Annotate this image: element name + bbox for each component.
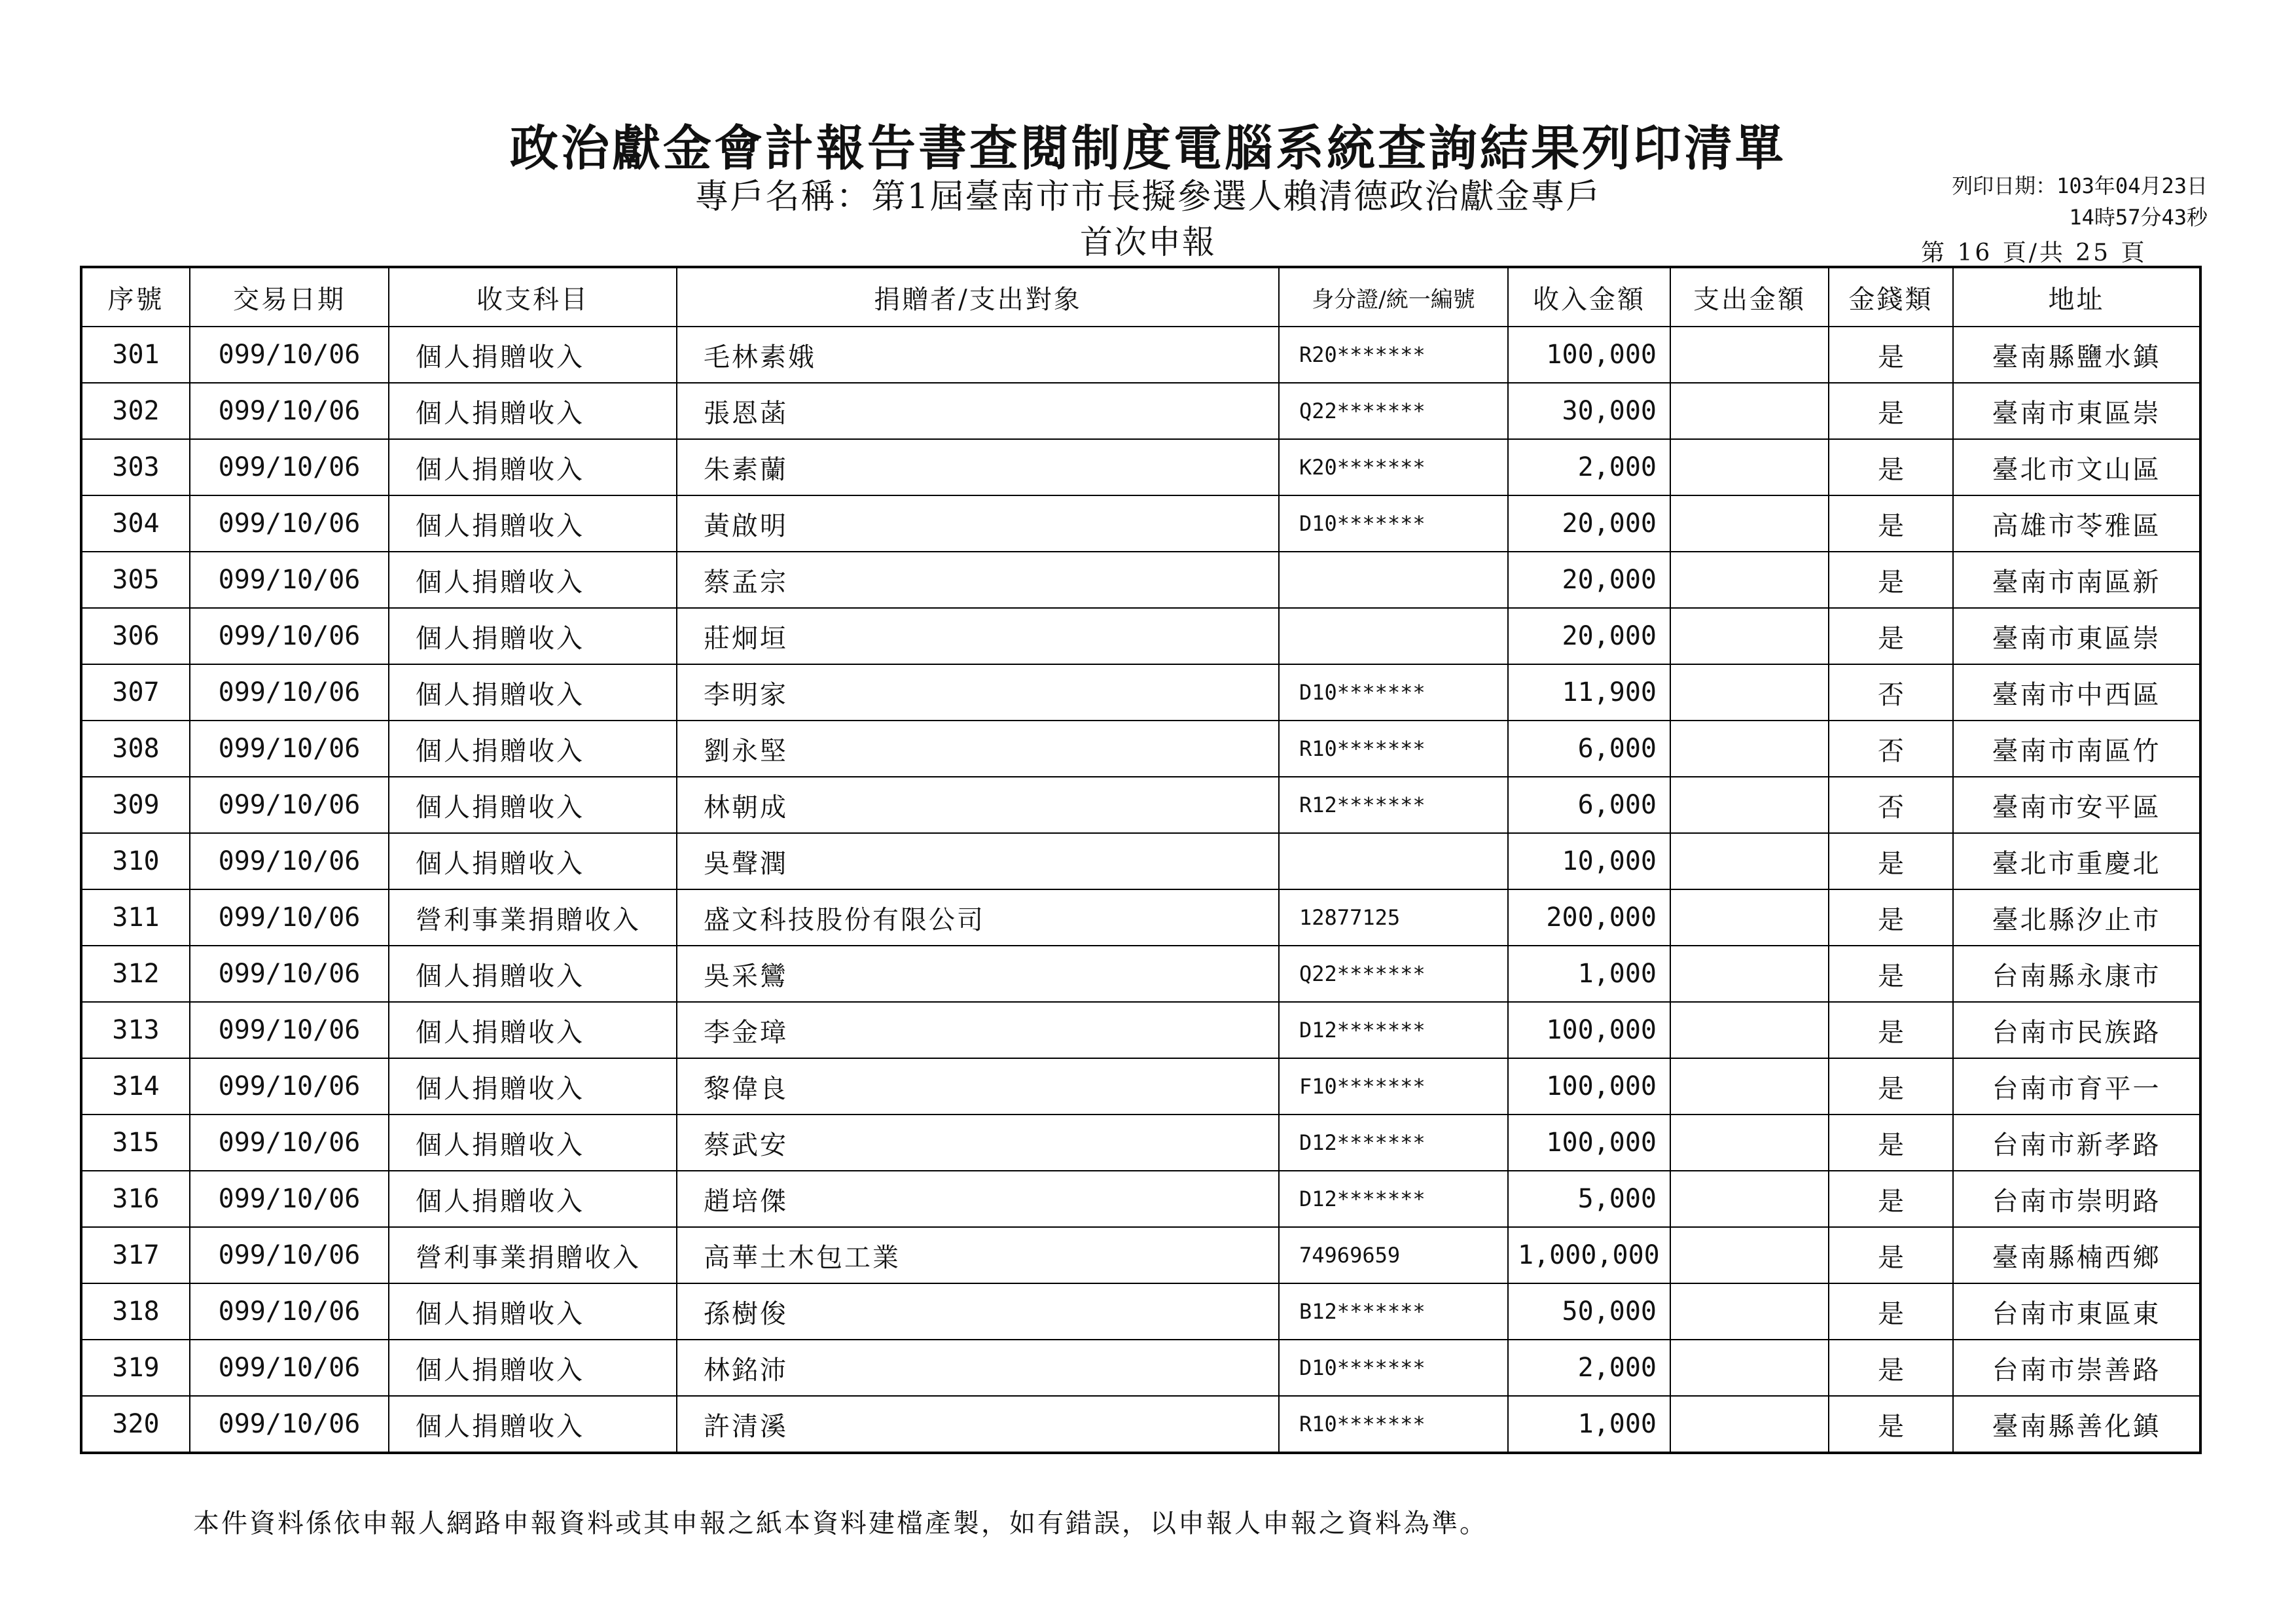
cell-donor: 趙培傑 bbox=[677, 1171, 1279, 1227]
col-header-address: 地址 bbox=[1953, 267, 2200, 327]
cell-no: 305 bbox=[81, 552, 190, 608]
cell-category: 個人捐贈收入 bbox=[389, 552, 677, 608]
cell-address: 臺北縣汐止市 bbox=[1953, 889, 2200, 946]
table-row bbox=[81, 777, 2200, 833]
cell-income: 1,000 bbox=[1508, 1396, 1670, 1453]
table-row bbox=[81, 1283, 2200, 1340]
cell-donor: 蔡孟宗 bbox=[677, 552, 1279, 608]
cell-cash: 是 bbox=[1829, 889, 1953, 946]
cell-donor: 林朝成 bbox=[677, 777, 1279, 833]
cell-date: 099/10/06 bbox=[190, 1058, 389, 1115]
cell-date: 099/10/06 bbox=[190, 721, 389, 777]
cell-expense bbox=[1670, 777, 1829, 833]
cell-expense bbox=[1670, 608, 1829, 664]
cell-donor: 張恩菡 bbox=[677, 383, 1279, 439]
cell-no: 319 bbox=[81, 1340, 190, 1396]
cell-category: 個人捐贈收入 bbox=[389, 1340, 677, 1396]
table-row bbox=[81, 552, 2200, 608]
cell-cash: 是 bbox=[1829, 383, 1953, 439]
cell-date: 099/10/06 bbox=[190, 1171, 389, 1227]
cell-donor: 林銘沛 bbox=[677, 1340, 1279, 1396]
cell-cash: 是 bbox=[1829, 439, 1953, 495]
cell-category: 個人捐贈收入 bbox=[389, 1171, 677, 1227]
table-row bbox=[81, 1227, 2200, 1283]
col-header-income: 收入金額 bbox=[1508, 267, 1670, 327]
cell-category: 個人捐贈收入 bbox=[389, 664, 677, 721]
cell-address: 臺南市中西區 bbox=[1953, 664, 2200, 721]
cell-category: 個人捐贈收入 bbox=[389, 383, 677, 439]
cell-address: 台南縣永康市 bbox=[1953, 946, 2200, 1002]
table-row bbox=[81, 327, 2200, 383]
cell-donor: 李金璋 bbox=[677, 1002, 1279, 1058]
cell-expense bbox=[1670, 383, 1829, 439]
cell-expense bbox=[1670, 1340, 1829, 1396]
cell-address: 台南市崇善路 bbox=[1953, 1340, 2200, 1396]
cell-donor: 蔡武安 bbox=[677, 1115, 1279, 1171]
cell-expense bbox=[1670, 946, 1829, 1002]
cell-no: 315 bbox=[81, 1115, 190, 1171]
cell-expense bbox=[1670, 721, 1829, 777]
cell-address: 台南市崇明路 bbox=[1953, 1171, 2200, 1227]
cell-income: 1,000 bbox=[1508, 946, 1670, 1002]
cell-no: 316 bbox=[81, 1171, 190, 1227]
cell-address: 臺南縣鹽水鎮 bbox=[1953, 327, 2200, 383]
cell-id: R12******* bbox=[1279, 777, 1508, 833]
cell-no: 307 bbox=[81, 664, 190, 721]
cell-category: 個人捐贈收入 bbox=[389, 495, 677, 552]
table-row bbox=[81, 1058, 2200, 1115]
table-row bbox=[81, 1171, 2200, 1227]
cell-id: R20******* bbox=[1279, 327, 1508, 383]
cell-category: 個人捐贈收入 bbox=[389, 777, 677, 833]
cell-id: 12877125 bbox=[1279, 889, 1508, 946]
cell-id: Q22******* bbox=[1279, 946, 1508, 1002]
cell-address: 高雄市苓雅區 bbox=[1953, 495, 2200, 552]
cell-cash: 是 bbox=[1829, 1058, 1953, 1115]
cell-category: 個人捐贈收入 bbox=[389, 1115, 677, 1171]
cell-id: 74969659 bbox=[1279, 1227, 1508, 1283]
col-header-expense: 支出金額 bbox=[1670, 267, 1829, 327]
cell-address: 臺南市南區新 bbox=[1953, 552, 2200, 608]
cell-id: D10******* bbox=[1279, 495, 1508, 552]
cell-cash: 是 bbox=[1829, 1115, 1953, 1171]
cell-income: 1,000,000 bbox=[1508, 1227, 1670, 1283]
cell-income: 6,000 bbox=[1508, 721, 1670, 777]
cell-donor: 盛文科技股份有限公司 bbox=[677, 889, 1279, 946]
cell-donor: 劉永堅 bbox=[677, 721, 1279, 777]
cell-cash: 是 bbox=[1829, 608, 1953, 664]
cell-category: 個人捐贈收入 bbox=[389, 327, 677, 383]
cell-date: 099/10/06 bbox=[190, 495, 389, 552]
cell-no: 303 bbox=[81, 439, 190, 495]
cell-donor: 黃啟明 bbox=[677, 495, 1279, 552]
cell-category: 個人捐贈收入 bbox=[389, 1058, 677, 1115]
cell-category: 個人捐贈收入 bbox=[389, 1283, 677, 1340]
cell-income: 6,000 bbox=[1508, 777, 1670, 833]
cell-cash: 是 bbox=[1829, 552, 1953, 608]
cell-no: 311 bbox=[81, 889, 190, 946]
cell-address: 台南市新孝路 bbox=[1953, 1115, 2200, 1171]
cell-donor: 毛林素娥 bbox=[677, 327, 1279, 383]
cell-date: 099/10/06 bbox=[190, 777, 389, 833]
cell-no: 320 bbox=[81, 1396, 190, 1453]
cell-date: 099/10/06 bbox=[190, 383, 389, 439]
cell-no: 309 bbox=[81, 777, 190, 833]
cell-income: 10,000 bbox=[1508, 833, 1670, 889]
cell-income: 2,000 bbox=[1508, 439, 1670, 495]
report-title: 政治獻金會計報告書查閱制度電腦系統查詢結果列印清單 bbox=[510, 120, 1786, 177]
cell-id: R10******* bbox=[1279, 721, 1508, 777]
cell-expense bbox=[1670, 439, 1829, 495]
cell-category: 營利事業捐贈收入 bbox=[389, 889, 677, 946]
cell-expense bbox=[1670, 1227, 1829, 1283]
cell-cash: 是 bbox=[1829, 1227, 1953, 1283]
cell-address: 台南市育平一 bbox=[1953, 1058, 2200, 1115]
table-row bbox=[81, 833, 2200, 889]
cell-expense bbox=[1670, 1283, 1829, 1340]
cell-income: 30,000 bbox=[1508, 383, 1670, 439]
cell-income: 20,000 bbox=[1508, 552, 1670, 608]
cell-income: 100,000 bbox=[1508, 1058, 1670, 1115]
col-header-category: 收支科目 bbox=[389, 267, 677, 327]
cell-expense bbox=[1670, 889, 1829, 946]
cell-id: B12******* bbox=[1279, 1283, 1508, 1340]
col-header-no: 序號 bbox=[81, 267, 190, 327]
cell-date: 099/10/06 bbox=[190, 946, 389, 1002]
cell-no: 312 bbox=[81, 946, 190, 1002]
cell-income: 2,000 bbox=[1508, 1340, 1670, 1396]
cell-cash: 否 bbox=[1829, 721, 1953, 777]
print-date: 列印日期：103年04月23日 bbox=[1952, 173, 2208, 198]
col-header-cash: 金錢類 bbox=[1829, 267, 1953, 327]
cell-expense bbox=[1670, 664, 1829, 721]
cell-donor: 朱素蘭 bbox=[677, 439, 1279, 495]
cell-donor: 許清溪 bbox=[677, 1396, 1279, 1453]
cell-cash: 是 bbox=[1829, 1396, 1953, 1453]
cell-category: 個人捐贈收入 bbox=[389, 833, 677, 889]
cell-expense bbox=[1670, 1058, 1829, 1115]
cell-cash: 是 bbox=[1829, 1283, 1953, 1340]
cell-date: 099/10/06 bbox=[190, 1115, 389, 1171]
cell-date: 099/10/06 bbox=[190, 1396, 389, 1453]
account-name: 專戶名稱：第1屆臺南市市長擬參選人賴清德政治獻金專戶 bbox=[694, 177, 1602, 217]
cell-category: 個人捐贈收入 bbox=[389, 1396, 677, 1453]
cell-id bbox=[1279, 552, 1508, 608]
cell-address: 臺南縣善化鎮 bbox=[1953, 1396, 2200, 1453]
cell-category: 個人捐贈收入 bbox=[389, 721, 677, 777]
footer-note: 本件資料係依申報人網路申報資料或其申報之紙本資料建檔產製，如有錯誤，以申報人申報之資料為準。 bbox=[193, 1508, 1488, 1539]
cell-category: 營利事業捐贈收入 bbox=[389, 1227, 677, 1283]
table-row bbox=[81, 1396, 2200, 1453]
cell-category: 個人捐贈收入 bbox=[389, 439, 677, 495]
col-header-date: 交易日期 bbox=[190, 267, 389, 327]
cell-id: D10******* bbox=[1279, 664, 1508, 721]
cell-date: 099/10/06 bbox=[190, 608, 389, 664]
cell-id: D12******* bbox=[1279, 1002, 1508, 1058]
cell-id bbox=[1279, 833, 1508, 889]
cell-income: 200,000 bbox=[1508, 889, 1670, 946]
table-row bbox=[81, 1340, 2200, 1396]
cell-date: 099/10/06 bbox=[190, 439, 389, 495]
col-header-id: 身分證/統一編號 bbox=[1279, 267, 1508, 327]
table-row bbox=[81, 946, 2200, 1002]
table-row bbox=[81, 495, 2200, 552]
cell-date: 099/10/06 bbox=[190, 889, 389, 946]
cell-no: 314 bbox=[81, 1058, 190, 1115]
cell-cash: 是 bbox=[1829, 946, 1953, 1002]
cell-id: R10******* bbox=[1279, 1396, 1508, 1453]
table-row bbox=[81, 664, 2200, 721]
cell-donor: 李明家 bbox=[677, 664, 1279, 721]
cell-address: 臺南縣楠西鄉 bbox=[1953, 1227, 2200, 1283]
cell-address: 臺南市南區竹 bbox=[1953, 721, 2200, 777]
cell-cash: 否 bbox=[1829, 664, 1953, 721]
table-row bbox=[81, 889, 2200, 946]
cell-donor: 黎偉良 bbox=[677, 1058, 1279, 1115]
table-row bbox=[81, 608, 2200, 664]
cell-address: 臺南市東區崇 bbox=[1953, 608, 2200, 664]
cell-donor: 莊炯垣 bbox=[677, 608, 1279, 664]
cell-id: D10******* bbox=[1279, 1340, 1508, 1396]
cell-id: Q22******* bbox=[1279, 383, 1508, 439]
cell-expense bbox=[1670, 1171, 1829, 1227]
print-time: 14時57分43秒 bbox=[2069, 205, 2208, 230]
cell-cash: 是 bbox=[1829, 1340, 1953, 1396]
cell-no: 302 bbox=[81, 383, 190, 439]
donation-table bbox=[80, 266, 2202, 1454]
cell-cash: 是 bbox=[1829, 1002, 1953, 1058]
cell-address: 臺北市文山區 bbox=[1953, 439, 2200, 495]
cell-expense bbox=[1670, 327, 1829, 383]
cell-no: 301 bbox=[81, 327, 190, 383]
cell-date: 099/10/06 bbox=[190, 1227, 389, 1283]
cell-address: 台南市東區東 bbox=[1953, 1283, 2200, 1340]
table-header-row bbox=[81, 267, 2200, 327]
cell-address: 臺南市安平區 bbox=[1953, 777, 2200, 833]
cell-income: 100,000 bbox=[1508, 1115, 1670, 1171]
cell-donor: 高華土木包工業 bbox=[677, 1227, 1279, 1283]
cell-expense bbox=[1670, 833, 1829, 889]
cell-expense bbox=[1670, 1002, 1829, 1058]
report-type: 首次申報 bbox=[1080, 223, 1216, 261]
cell-no: 318 bbox=[81, 1283, 190, 1340]
cell-address: 台南市民族路 bbox=[1953, 1002, 2200, 1058]
cell-no: 317 bbox=[81, 1227, 190, 1283]
cell-id: K20******* bbox=[1279, 439, 1508, 495]
cell-income: 100,000 bbox=[1508, 327, 1670, 383]
cell-income: 20,000 bbox=[1508, 495, 1670, 552]
col-header-donor: 捐贈者/支出對象 bbox=[677, 267, 1279, 327]
cell-income: 100,000 bbox=[1508, 1002, 1670, 1058]
cell-date: 099/10/06 bbox=[190, 1340, 389, 1396]
cell-expense bbox=[1670, 552, 1829, 608]
cell-donor: 吳采鸞 bbox=[677, 946, 1279, 1002]
cell-id bbox=[1279, 608, 1508, 664]
cell-income: 11,900 bbox=[1508, 664, 1670, 721]
table-row bbox=[81, 1115, 2200, 1171]
cell-category: 個人捐贈收入 bbox=[389, 946, 677, 1002]
cell-income: 5,000 bbox=[1508, 1171, 1670, 1227]
print-timestamp bbox=[1952, 170, 2208, 233]
cell-cash: 是 bbox=[1829, 495, 1953, 552]
cell-expense bbox=[1670, 1396, 1829, 1453]
page-indicator: 第 16 頁/共 25 頁 bbox=[1921, 240, 2147, 266]
table-body bbox=[81, 327, 2200, 1453]
cell-date: 099/10/06 bbox=[190, 664, 389, 721]
cell-no: 310 bbox=[81, 833, 190, 889]
cell-no: 308 bbox=[81, 721, 190, 777]
cell-date: 099/10/06 bbox=[190, 327, 389, 383]
cell-income: 20,000 bbox=[1508, 608, 1670, 664]
cell-expense bbox=[1670, 495, 1829, 552]
cell-date: 099/10/06 bbox=[190, 1283, 389, 1340]
cell-no: 306 bbox=[81, 608, 190, 664]
cell-category: 個人捐贈收入 bbox=[389, 608, 677, 664]
cell-cash: 否 bbox=[1829, 777, 1953, 833]
cell-id: D12******* bbox=[1279, 1171, 1508, 1227]
cell-id: F10******* bbox=[1279, 1058, 1508, 1115]
table-row bbox=[81, 721, 2200, 777]
table-row bbox=[81, 1002, 2200, 1058]
cell-cash: 是 bbox=[1829, 327, 1953, 383]
table-row bbox=[81, 383, 2200, 439]
cell-date: 099/10/06 bbox=[190, 1002, 389, 1058]
cell-no: 304 bbox=[81, 495, 190, 552]
cell-category: 個人捐贈收入 bbox=[389, 1002, 677, 1058]
cell-no: 313 bbox=[81, 1002, 190, 1058]
cell-income: 50,000 bbox=[1508, 1283, 1670, 1340]
table-row bbox=[81, 439, 2200, 495]
cell-address: 臺北市重慶北 bbox=[1953, 833, 2200, 889]
cell-date: 099/10/06 bbox=[190, 552, 389, 608]
cell-date: 099/10/06 bbox=[190, 833, 389, 889]
cell-donor: 孫樹俊 bbox=[677, 1283, 1279, 1340]
cell-donor: 吳聲潤 bbox=[677, 833, 1279, 889]
cell-cash: 是 bbox=[1829, 833, 1953, 889]
cell-expense bbox=[1670, 1115, 1829, 1171]
cell-address: 臺南市東區崇 bbox=[1953, 383, 2200, 439]
cell-cash: 是 bbox=[1829, 1171, 1953, 1227]
cell-id: D12******* bbox=[1279, 1115, 1508, 1171]
